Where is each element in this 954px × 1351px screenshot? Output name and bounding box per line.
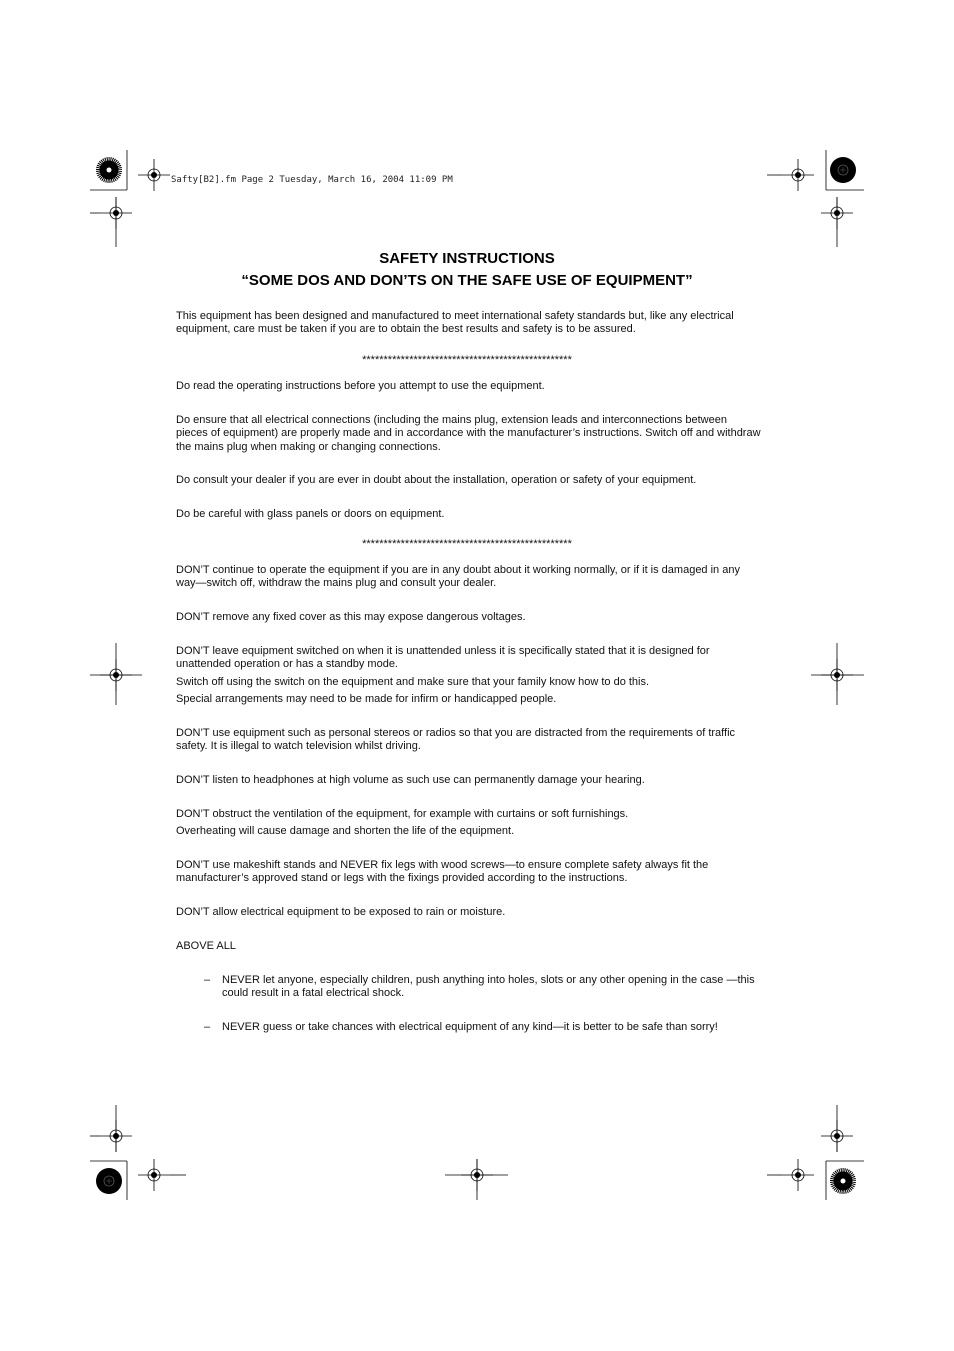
registration-mark: [138, 159, 170, 191]
registration-mark: [782, 1159, 814, 1191]
above-all-heading: ABOVE ALL: [176, 940, 236, 952]
dont-item: Overheating will cause damage and shorten the life of the equipment.: [176, 825, 515, 837]
do-item: Do be careful with glass panels or doors on equipment.: [176, 508, 445, 520]
never-item: NEVER let anyone, especially children, push anything into holes, slots or any other opening in the case —this could result in a fatal electrical shock.: [222, 974, 755, 1000]
burst-mark-top-left: [96, 157, 122, 183]
dont-item: DON’T use makeshift stands and NEVER fix legs with wood screws—to ensure complete safety always fit the manufacturer’s approved stand or legs with the fixings provided according to the instructions.: [176, 859, 709, 885]
dont-item: Special arrangements may need to be made for infirm or handicapped people.: [176, 693, 557, 705]
dont-item: DON’T listen to headphones at high volume as such use can permanently damage your hearing.: [176, 774, 645, 786]
dont-item: DON’T allow electrical equipment to be exposed to rain or moisture.: [176, 906, 506, 918]
dont-item: Switch off using the switch on the equipment and make sure that your family know how to do this.: [176, 676, 650, 688]
disc-mark-bottom-left: [96, 1168, 122, 1194]
list-bullet: –: [204, 1021, 211, 1033]
burst-mark-bottom-right: [830, 1168, 856, 1194]
do-item: Do read the operating instructions before you attempt to use the equipment.: [176, 380, 545, 392]
list-bullet: –: [204, 974, 211, 986]
disc-mark-top-right: [830, 157, 856, 183]
dont-item: DON’T use equipment such as personal stereos or radios so that you are distracted from the requirements of traffic safety. It is illegal to watch television whilst driving.: [176, 727, 736, 753]
do-item: Do ensure that all electrical connections (including the mains plug, extension leads and interconnections between pieces of equipment) are properly made and in accordance with the manufacturer’s instructions. Switch off and withdraw the mains plug when making or changing connections.: [176, 414, 761, 453]
page-subtitle: “SOME DOS AND DON’TS ON THE SAFE USE OF EQUIPMENT”: [241, 272, 693, 289]
separator: *************************************************: [362, 538, 572, 550]
registration-mark: [138, 1159, 170, 1191]
registration-mark: [782, 159, 814, 191]
dont-item: DON’T continue to operate the equipment if you are in any doubt about it working normally, or if it is damaged in any way—switch off, withdraw the mains plug and consult your dealer.: [176, 564, 740, 590]
file-slug: Safty[B2].fm Page 2 Tuesday, March 16, 2004 11:09 PM: [171, 175, 453, 185]
intro-paragraph: This equipment has been designed and manufactured to meet international safety standards but, like any electrical equipment, care must be taken if you are to obtain the best results and safety is to be assured.: [176, 310, 734, 336]
never-item: NEVER guess or take chances with electrical equipment of any kind—it is better to be safe than sorry!: [222, 1021, 718, 1033]
page-title: SAFETY INSTRUCTIONS: [379, 250, 555, 267]
dont-item: DON’T remove any fixed cover as this may expose dangerous voltages.: [176, 611, 526, 623]
do-item: Do consult your dealer if you are ever in doubt about the installation, operation or safety of your equipment.: [176, 474, 697, 486]
dont-item: DON’T leave equipment switched on when it is unattended unless it is specifically stated that it is designed for unattended operation or has a standby mode.: [176, 645, 710, 671]
dont-item: DON’T obstruct the ventilation of the equipment, for example with curtains or soft furnishings.: [176, 808, 629, 820]
separator: *************************************************: [362, 354, 572, 366]
